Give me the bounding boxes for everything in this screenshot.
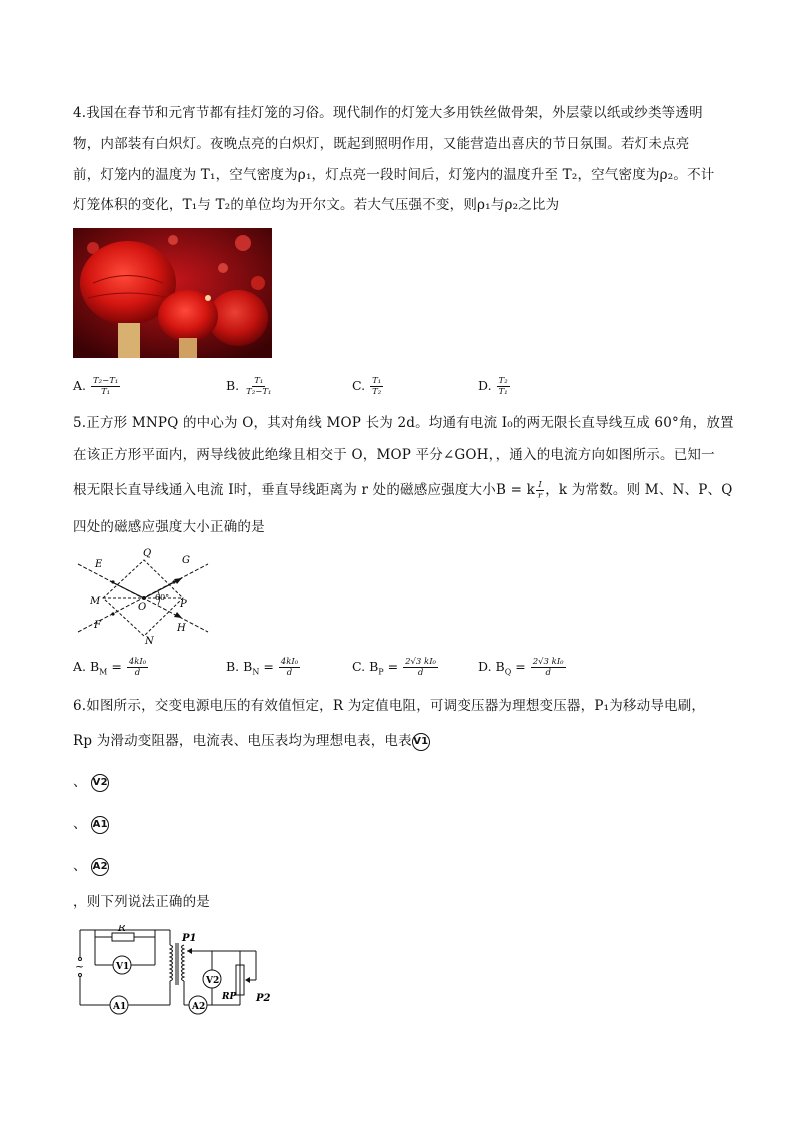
q4-line-2: 物，内部装有白炽灯。夜晚点亮的白炽灯，既起到照明作用，又能营造出喜庆的节日氛围。若灯未点亮 (73, 136, 690, 152)
q4-option-a[interactable]: A. $\frac{\text{T₂−T₁}}{\text{T₁}}$ (73, 376, 119, 397)
q5-square-figure (70, 548, 215, 646)
p2-arrow (245, 977, 250, 983)
label-g: G (182, 555, 190, 566)
lantern-photo (73, 228, 272, 358)
a2-meter-icon: A2 (192, 1002, 206, 1012)
label-source: ~ (75, 960, 85, 973)
label-e: E (95, 559, 103, 570)
q5-line-3: 根无限长直导线通入电流 I时，垂直导线距离为 r 处的磁感应强度大小B = k $\frac{I}{r}$ ，k 为常数。则 M、N、P、Q (73, 480, 733, 501)
label-rp: RP (222, 992, 237, 1002)
meter-v1-icon: V1 (412, 733, 430, 751)
v1-meter-icon: V1 (116, 962, 130, 972)
q5-line-1: 5.正方形 MNPQ 的中心为 O，其对角线 MOP 长为 2d。均通有电流 I₀的两无限长直导线互成 60°角，放置 (73, 415, 734, 431)
meter-a2-icon: A2 (91, 858, 109, 876)
q5-line-4: 四处的磁感应强度大小正确的是 (73, 519, 265, 535)
label-o: O (138, 602, 147, 613)
q5-option-c[interactable]: C. $B_P$ = $\frac{\text{2√3 kI₀}}{d}$ (352, 657, 436, 678)
label-p: P (180, 599, 187, 610)
q4-option-d[interactable]: D. $\frac{\text{T₂}}{\text{T₁}}$ (478, 376, 508, 397)
label-angle: 60° (155, 593, 170, 602)
point-o (142, 596, 146, 600)
q5-option-b[interactable]: B. $B_N$ = $\frac{\text{4kI₀}}{d}$ (226, 657, 299, 678)
a1-meter-icon: A1 (113, 1002, 127, 1012)
meter-a1-icon: A1 (91, 816, 109, 834)
q4-option-b[interactable]: B. $\frac{\text{T₁}}{\text{T₂−T₁}}$ (226, 376, 272, 397)
p1-arrow (187, 948, 192, 954)
q4-line-1: 4.我国在春节和元宵节都有挂灯笼的习俗。现代制作的灯笼大多用铁丝做骨架，外层蒙以纸或纱类等透明 (73, 105, 703, 121)
label-r: R (118, 925, 126, 934)
label-q: Q (143, 548, 152, 559)
label-f: F (94, 620, 101, 631)
v2-meter-icon: V2 (206, 976, 220, 986)
q5-option-d[interactable]: D. $B_Q$ = $\frac{\text{2√3 kI₀}}{d}$ (478, 657, 564, 678)
q6-line-1: 6.如图所示，交变电源电压的有效值恒定，R 为定值电阻，可调变压器为理想变压器，P₁为移动导电刷， (73, 698, 706, 714)
meter-v2-icon: V2 (91, 774, 109, 792)
q5-line-2: 在该正方形平面内，两导线彼此绝缘且相交于 O，MOP 平分∠GOH，，通入的电流方向如图所示。已知一 (73, 447, 715, 463)
label-p2: P2 (256, 993, 271, 1004)
q4-option-c[interactable]: C. $\frac{\text{T₁}}{\text{T₂}}$ (352, 376, 382, 397)
label-m: M (90, 596, 101, 607)
label-h: H (177, 623, 186, 634)
label-n: N (145, 636, 154, 646)
q4-line-4: 灯笼体积的变化，T₁与 T₂的单位均为开尔文。若大气压强不变，则ρ₁与ρ₂之比为 (73, 197, 560, 213)
q6-line-2: Rp 为滑动变阻器，电流表、电压表均为理想电表，电表V1 (73, 733, 429, 749)
q4-line-3: 前，灯笼内的温度为 T₁，空气密度为ρ₁，灯点亮一段时间后，灯笼内的温度升至 T₂，空气密度为ρ₂。不计 (73, 167, 715, 183)
q6-line-3: 、 V2 (73, 774, 108, 790)
q5-option-a[interactable]: A. $B_M$ = $\frac{\text{4kI₀}}{d}$ (73, 657, 147, 678)
q6-line-4: 、 A1 (73, 816, 108, 832)
q6-line-5: 、 A2 (73, 858, 108, 874)
q6-circuit-diagram (70, 925, 280, 1020)
label-p1: P1 (182, 933, 197, 944)
q6-line-6: ，则下列说法正确的是 (73, 894, 210, 910)
